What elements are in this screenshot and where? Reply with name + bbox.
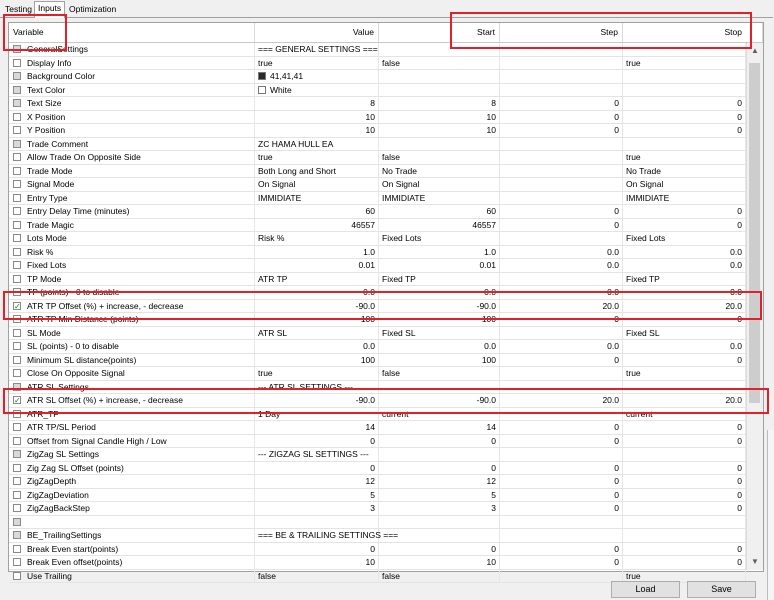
variable-name: Text Size [9,97,255,110]
table-row[interactable] [9,408,746,422]
variable-name: TP (points) - 0 to disable [9,286,255,299]
start-cell[interactable]: Fixed SL [379,327,500,340]
variable-name: Trade Magic [9,219,255,232]
step-cell[interactable] [500,165,623,178]
variable-name: ATR TP Min Distance (points) [9,313,255,326]
step-cell[interactable]: 0 [500,124,623,137]
table-row[interactable] [9,232,746,246]
start-cell[interactable]: 0 [379,543,500,556]
variable-name: Break Even start(points) [9,543,255,556]
scroll-up-icon[interactable]: ▲ [751,46,759,55]
variable-name: ATR_TF [9,408,255,421]
table-row[interactable] [9,300,746,314]
table-row[interactable] [9,543,746,557]
step-cell[interactable]: 20.0 [500,394,623,407]
value-cell[interactable] [255,84,379,97]
table-row[interactable] [9,273,746,287]
stop-cell[interactable]: 0 [623,435,746,448]
step-cell[interactable] [500,381,623,394]
step-cell[interactable] [500,84,623,97]
stop-cell[interactable]: IMMIDIATE [623,192,746,205]
table-row[interactable] [9,367,746,381]
table-row[interactable] [9,448,746,462]
start-cell[interactable]: 0.0 [379,286,500,299]
stop-cell[interactable]: On Signal [623,178,746,191]
start-cell[interactable]: 0.01 [379,259,500,272]
start-cell[interactable] [379,43,500,56]
value-cell[interactable]: 12 [255,475,379,488]
table-row[interactable] [9,219,746,233]
header-variable[interactable]: Variable [9,23,255,42]
value-cell[interactable]: IMMIDIATE [255,192,379,205]
value-cell[interactable]: 100 [255,313,379,326]
value-cell[interactable]: -90.0 [255,300,379,313]
variable-name: Background Color [9,70,255,83]
stop-cell[interactable]: 20.0 [623,394,746,407]
stop-cell[interactable]: 0 [623,502,746,515]
stop-cell[interactable]: current [623,408,746,421]
color-swatch[interactable] [258,86,266,94]
vertical-scrollbar[interactable] [746,43,763,570]
variable-name: Minimum SL distance(points) [9,354,255,367]
header-stop[interactable]: Stop [623,23,763,42]
value-cell[interactable]: ZC HAMA HULL EA [255,138,379,151]
table-row[interactable] [9,43,746,57]
variable-name: ATR TP/SL Period [9,421,255,434]
step-cell[interactable] [500,367,623,380]
start-cell[interactable] [379,381,500,394]
value-cell[interactable]: 14 [255,421,379,434]
value-cell[interactable]: 0 [255,462,379,475]
variable-name: Offset from Signal Candle High / Low [9,435,255,448]
table-row[interactable] [9,97,746,111]
color-swatch[interactable] [258,72,266,80]
start-cell[interactable]: -90.0 [379,300,500,313]
step-cell[interactable] [500,192,623,205]
step-cell[interactable]: 0 [500,219,623,232]
step-cell[interactable]: 0.0 [500,286,623,299]
step-cell[interactable]: 0 [500,111,623,124]
step-cell[interactable]: 0 [500,502,623,515]
step-cell[interactable]: 0 [500,97,623,110]
stop-cell[interactable] [623,84,746,97]
step-cell[interactable] [500,529,623,542]
table-row[interactable] [9,70,746,84]
table-row[interactable] [9,286,746,300]
stop-cell[interactable]: Fixed Lots [623,232,746,245]
scrollbar-thumb[interactable] [749,63,760,403]
start-cell[interactable]: false [379,570,500,583]
value-cell[interactable]: 60 [255,205,379,218]
stop-cell[interactable]: 0 [623,124,746,137]
start-cell[interactable]: 10 [379,124,500,137]
stop-cell[interactable] [623,516,746,529]
variable-name: Trade Comment [9,138,255,151]
step-cell[interactable]: 0.0 [500,259,623,272]
stop-cell[interactable] [623,381,746,394]
variable-name: Signal Mode [9,178,255,191]
start-cell[interactable]: 14 [379,421,500,434]
stop-cell[interactable] [623,43,746,56]
stop-cell[interactable]: 20.0 [623,300,746,313]
stop-cell[interactable]: true [623,367,746,380]
step-cell[interactable]: 0 [500,475,623,488]
value-cell[interactable]: === GENERAL SETTINGS === [255,43,379,56]
step-cell[interactable] [500,178,623,191]
variable-name: Lots Mode [9,232,255,245]
start-cell[interactable]: 8 [379,97,500,110]
tab-testing[interactable]: Testing [5,4,32,14]
variable-name: BE_TrailingSettings [9,529,255,542]
color-value: White [270,84,292,95]
value-cell[interactable]: -90.0 [255,394,379,407]
step-cell[interactable] [500,232,623,245]
table-row[interactable] [9,205,746,219]
step-cell[interactable] [500,151,623,164]
value-cell[interactable]: Risk % [255,232,379,245]
header-step[interactable]: Step [500,23,623,42]
stop-cell[interactable] [623,70,746,83]
step-cell[interactable] [500,570,623,583]
start-cell[interactable] [379,516,500,529]
variable-name: Text Color [9,84,255,97]
start-cell[interactable]: 3 [379,502,500,515]
start-cell[interactable]: 0 [379,462,500,475]
stop-cell[interactable]: true [623,570,746,583]
optimize-checkbox[interactable]: ✓ [14,396,21,405]
start-cell[interactable] [379,529,500,542]
value-cell[interactable]: true [255,151,379,164]
value-cell[interactable]: 46557 [255,219,379,232]
value-cell[interactable]: 5 [255,489,379,502]
value-cell[interactable]: 0.01 [255,259,379,272]
stop-cell[interactable]: 0 [623,489,746,502]
start-cell[interactable]: 0 [379,435,500,448]
start-cell[interactable]: Fixed Lots [379,232,500,245]
start-cell[interactable]: 100 [379,313,500,326]
table-row[interactable] [9,475,746,489]
grid-header [9,23,763,43]
variable-name: Fixed Lots [9,259,255,272]
value-cell[interactable]: 10 [255,124,379,137]
start-cell[interactable]: false [379,367,500,380]
step-cell[interactable] [500,327,623,340]
value-cell[interactable]: 1 Day [255,408,379,421]
variable-name: ATR SL Offset (%) + increase, - decrease [9,394,255,407]
start-cell[interactable]: 10 [379,111,500,124]
variable-name: ZigZagDeviation [9,489,255,502]
step-cell[interactable]: 0 [500,435,623,448]
start-cell[interactable] [379,84,500,97]
variable-name: Use Trailing [9,570,255,583]
table-row[interactable] [9,354,746,368]
value-cell[interactable]: 0 [255,543,379,556]
table-row[interactable] [9,246,746,260]
start-cell[interactable]: -90.0 [379,394,500,407]
variable-name: Allow Trade On Opposite Side [9,151,255,164]
inputs-grid [8,22,764,581]
step-cell[interactable] [500,516,623,529]
start-cell[interactable]: 5 [379,489,500,502]
table-row[interactable] [9,556,746,570]
variable-name: Entry Delay Time (minutes) [9,205,255,218]
value-cell[interactable]: true [255,57,379,70]
step-cell[interactable]: 0 [500,543,623,556]
table-row[interactable] [9,489,746,503]
value-cell[interactable]: --- ATR SL SETTINGS --- [255,381,379,394]
start-cell[interactable]: 0.0 [379,340,500,353]
scroll-down-icon[interactable]: ▼ [751,557,759,566]
window-edge [767,430,774,600]
tab-optimization[interactable]: Optimization [69,4,117,14]
step-cell[interactable]: 0.0 [500,340,623,353]
stop-cell[interactable]: Fixed TP [623,273,746,286]
optimize-checkbox[interactable]: ✓ [14,301,21,311]
table-row[interactable] [9,462,746,476]
stop-cell[interactable] [623,529,746,542]
variable-name: Zig Zag SL Offset (points) [9,462,255,475]
tab-bar [0,0,773,18]
stop-cell[interactable]: 0 [623,475,746,488]
variable-name: ZigZagDepth [9,475,255,488]
value-cell[interactable]: 0.0 [255,340,379,353]
stop-cell[interactable]: 0 [623,205,746,218]
step-cell[interactable] [500,448,623,461]
stop-cell[interactable]: 0 [623,111,746,124]
start-cell[interactable]: 1.0 [379,246,500,259]
start-cell[interactable]: Fixed TP [379,273,500,286]
stop-cell[interactable]: 0 [623,421,746,434]
stop-cell[interactable]: 0 [623,556,746,569]
value-cell[interactable] [255,516,379,529]
stop-cell[interactable]: 0 [623,219,746,232]
value-cell[interactable]: false [255,570,379,583]
start-cell[interactable]: false [379,151,500,164]
table-row[interactable] [9,165,746,179]
value-cell[interactable]: 10 [255,556,379,569]
value-cell[interactable]: --- ZIGZAG SL SETTINGS --- [255,448,379,461]
table-row[interactable] [9,111,746,125]
step-cell[interactable]: 0 [500,462,623,475]
stop-cell[interactable]: 0 [623,313,746,326]
variable-name: Risk % [9,246,255,259]
header-value[interactable]: Value [255,23,379,42]
variable-name: ATR TP Offset (%) + increase, - decrease [9,300,255,313]
step-cell[interactable] [500,43,623,56]
step-cell[interactable]: 0 [500,556,623,569]
start-cell[interactable]: 46557 [379,219,500,232]
start-cell[interactable]: No Trade [379,165,500,178]
stop-cell[interactable]: No Trade [623,165,746,178]
table-row[interactable] [9,178,746,192]
table-row[interactable] [9,502,746,516]
variable-name [9,516,255,529]
step-cell[interactable]: 0 [500,489,623,502]
value-cell[interactable]: 1.0 [255,246,379,259]
stop-cell[interactable]: 0.0 [623,246,746,259]
color-value: 41,41,41 [270,71,304,81]
step-cell[interactable] [500,138,623,151]
stop-cell[interactable]: Fixed SL [623,327,746,340]
start-cell[interactable]: false [379,57,500,70]
table-row[interactable] [9,327,746,341]
step-cell[interactable]: 20.0 [500,300,623,313]
step-cell[interactable]: 0.0 [500,246,623,259]
table-row[interactable] [9,192,746,206]
step-cell[interactable] [500,273,623,286]
value-cell[interactable]: 3 [255,502,379,515]
value-cell[interactable]: 100 [255,354,379,367]
value-cell[interactable]: 10 [255,111,379,124]
variable-name: Close On Opposite Signal [9,367,255,380]
table-row[interactable] [9,529,746,543]
table-row[interactable] [9,313,746,327]
value-cell[interactable]: On Signal [255,178,379,191]
variable-name: SL Mode [9,327,255,340]
table-row[interactable] [9,340,746,354]
step-cell[interactable]: 0 [500,421,623,434]
value-cell[interactable]: 8 [255,97,379,110]
value-cell[interactable] [255,70,379,83]
start-cell[interactable] [379,70,500,83]
stop-cell[interactable]: 0 [623,543,746,556]
start-cell[interactable]: 60 [379,205,500,218]
value-cell[interactable]: Both Long and Short [255,165,379,178]
stop-cell[interactable]: 0 [623,97,746,110]
stop-cell[interactable] [623,138,746,151]
stop-cell[interactable]: 0 [623,462,746,475]
stop-cell[interactable]: 0 [623,354,746,367]
stop-cell[interactable]: true [623,151,746,164]
value-cell[interactable]: === BE & TRAILING SETTINGS === [255,529,379,542]
start-cell[interactable]: current [379,408,500,421]
table-row[interactable] [9,435,746,449]
step-cell[interactable] [500,70,623,83]
value-cell[interactable]: 0.0 [255,286,379,299]
start-cell[interactable] [379,448,500,461]
stop-cell[interactable]: 0.0 [623,286,746,299]
start-cell[interactable]: 100 [379,354,500,367]
variable-name: ZigZagBackStep [9,502,255,515]
table-row[interactable] [9,421,746,435]
variable-name: X Position [9,111,255,124]
step-cell[interactable]: 0 [500,205,623,218]
value-cell[interactable]: true [255,367,379,380]
variable-name: TP Mode [9,273,255,286]
start-cell[interactable]: On Signal [379,178,500,191]
stop-cell[interactable]: true [623,57,746,70]
value-cell[interactable]: 0 [255,435,379,448]
table-row[interactable] [9,57,746,71]
step-cell[interactable]: 0 [500,313,623,326]
variable-name: Entry Type [9,192,255,205]
start-cell[interactable]: IMMIDIATE [379,192,500,205]
variable-name: Break Even offset(points) [9,556,255,569]
variable-name: SL (points) - 0 to disable [9,340,255,353]
stop-cell[interactable]: 0.0 [623,259,746,272]
step-cell[interactable]: 0 [500,354,623,367]
start-cell[interactable]: 12 [379,475,500,488]
value-cell[interactable]: ATR TP [255,273,379,286]
variable-name: Trade Mode [9,165,255,178]
variable-name: ZigZag SL Settings [9,448,255,461]
table-row[interactable] [9,381,746,395]
table-row[interactable] [9,259,746,273]
save-button[interactable]: Save [687,581,756,598]
table-row[interactable] [9,124,746,138]
variable-name: GeneralSettings [9,43,255,56]
step-cell[interactable] [500,57,623,70]
load-button[interactable]: Load [611,581,680,598]
header-start[interactable]: Start [379,23,500,42]
value-cell[interactable]: ATR SL [255,327,379,340]
variable-name: ATR SL Settings [9,381,255,394]
tab-inputs[interactable]: Inputs [34,1,65,18]
start-cell[interactable] [379,138,500,151]
stop-cell[interactable] [623,448,746,461]
table-row[interactable] [9,394,746,408]
table-row[interactable] [9,138,746,152]
table-row[interactable] [9,516,746,530]
step-cell[interactable] [500,408,623,421]
table-row[interactable] [9,84,746,98]
table-row[interactable] [9,151,746,165]
start-cell[interactable]: 10 [379,556,500,569]
stop-cell[interactable]: 0.0 [623,340,746,353]
variable-name: Y Position [9,124,255,137]
variable-name: Display Info [9,57,255,70]
